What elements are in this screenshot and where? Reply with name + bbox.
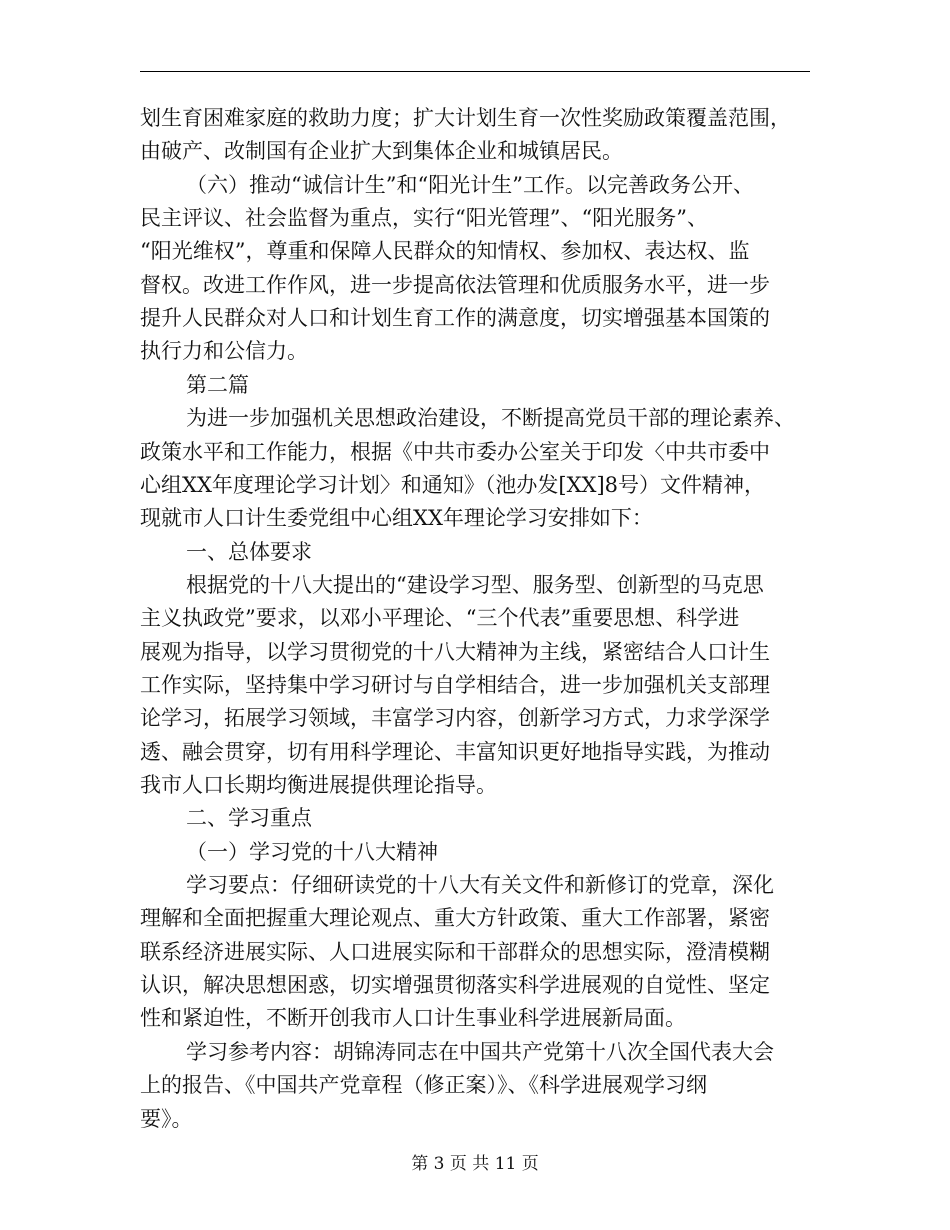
page-number-footer: 第 3 页 共 11 页 xyxy=(411,1154,539,1174)
text-line: “阳光维权”，尊重和保障人民群众的知情权、参加权、表达权、监 xyxy=(140,239,750,264)
text-line: 我市人口长期均衡进展提供理论指导。 xyxy=(140,773,497,797)
text-line: （一）学习党的十八大精神 xyxy=(186,839,438,864)
text-line: 学习参考内容：胡锦涛同志在中国共产党第十八次全国代表大会 xyxy=(186,1039,774,1064)
text-line: 督权。改进工作作风，进一步提高依法管理和优质服务水平，进一步 xyxy=(140,272,770,297)
text-line: 第二篇 xyxy=(186,372,249,397)
text-line: 民主评议、社会监督为重点，实行“阳光管理”、“阳光服务”、 xyxy=(140,206,708,231)
text-line: 二、学习重点 xyxy=(186,806,312,831)
text-line: 理解和全面把握重大理论观点、重大方针政策、重大工作部署，紧密 xyxy=(140,906,770,931)
text-line: 性和紧迫性，不断开创我市人口计生事业科学进展新局面。 xyxy=(140,1006,686,1031)
text-line: （六）推动“诚信计生”和“阳光计生”工作。以完善政务公开、 xyxy=(186,172,754,197)
text-line: 联系经济进展实际、人口进展实际和干部群众的思想实际，澄清模糊 xyxy=(140,939,770,964)
text-line: 为进一步加强机关思想政治建设，不断提高党员干部的理论素养、 xyxy=(186,406,795,431)
text-line: 根据党的十八大提出的“建设学习型、服务型、创新型的马克思 xyxy=(186,572,764,597)
text-line: 要》。 xyxy=(140,1106,193,1131)
text-line: 学习要点：仔细研读党的十八大有关文件和新修订的党章，深化 xyxy=(186,873,774,898)
text-line: 一、总体要求 xyxy=(186,539,312,564)
text-line: 提升人民群众对人口和计划生育工作的满意度，切实增强基本国策的 xyxy=(140,306,770,331)
text-line: 划生育困难家庭的救助力度；扩大计划生育一次性奖励政策覆盖范围， xyxy=(140,106,791,130)
text-line: 上的报告、《中国共产党章程（修正案）》、《科学进展观学习纲 xyxy=(140,1073,707,1098)
text-line: 主义执政党”要求，以邓小平理论、“三个代表”重要思想、科学进 xyxy=(140,606,740,631)
text-line: 透、融会贯穿，切有用科学理论、丰富知识更好地指导实践，为推动 xyxy=(140,739,770,764)
text-line: 由破产、改制国有企业扩大到集体企业和城镇居民。 xyxy=(140,139,623,164)
text-line: 执行力和公信力。 xyxy=(140,339,308,364)
header-rule xyxy=(140,71,810,72)
text-line: 认识，解决思想困惑，切实增强贯彻落实科学进展观的自觉性、坚定 xyxy=(140,973,770,998)
text-line: 政策水平和工作能力，根据《中共市委办公室关于印发〈中共市委中 xyxy=(140,439,770,464)
text-line: 心组XX年度理论学习计划〉和通知》（池办发[XX]8号）文件精神， xyxy=(140,472,766,497)
text-line: 工作实际，坚持集中学习研讨与自学相结合，进一步加强机关支部理 xyxy=(140,672,770,697)
text-line: 展观为指导，以学习贯彻党的十八大精神为主线，紧密结合人口计生 xyxy=(140,639,770,664)
text-line: 现就市人口计生委党组中心组XX年理论学习安排如下： xyxy=(140,506,653,531)
text-line: 论学习，拓展学习领域，丰富学习内容，创新学习方式，力求学深学 xyxy=(140,706,770,731)
